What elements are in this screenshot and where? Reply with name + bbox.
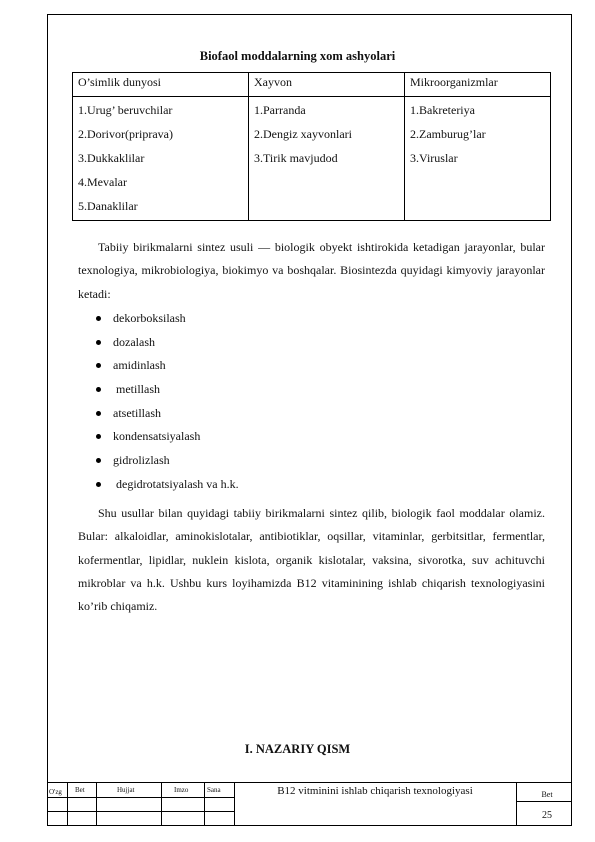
stamp-label-ozg: O'zg [49,788,62,796]
paragraph-products-text: Shu usullar bilan quyidagi tabiiy birikmalarni sintez qilib, biologik faol moddalar olamiz. Bular: alkaloidlar, aminokislotalar, antibiotiklar, oqsillar, vitaminlar, gerbitsitlar, fermentlar, kofermentlar, lipidlar, nuklein kislota, organik kislotalar, vaksina, sivorotka, suv achituvchi mikroblar va h.k. Ushbu kurs loyihamizda B12 vitaminining ishlab chiqarish texnologiyasini ko’rib chiqamiz. [78,506,545,614]
paragraph-intro [78,236,545,306]
stamp-divider [96,782,97,826]
header-microorganisms: Mikroorganizmlar [405,73,551,97]
section-heading: I. NAZARIY QISM [244,742,351,756]
list-item [96,354,239,378]
bullet-icon [96,387,101,392]
process-label: degidrotatsiyalash va h.k. [113,476,239,491]
cell-microorganisms [405,97,551,221]
process-label: amidinlash [113,358,166,373]
list-item: 4.Mevalar [78,175,127,189]
list-item: 2.Zamburug’lar [410,127,486,141]
stamp-divider [161,782,162,826]
title-block [47,782,572,826]
stamp-label-hujjat: Hujjat [117,786,135,794]
bullet-icon [96,316,101,321]
list-item: 1.Parranda [254,103,306,117]
list-item [96,378,239,402]
table-title: Biofaol moddalarning xom ashyolari [199,49,396,63]
stamp-label-sana: Sana [207,786,221,794]
list-item: 1.Urug’ beruvchilar [78,103,173,117]
page-number: 25 [542,810,552,821]
paragraph-products [78,502,545,618]
bullet-icon [96,340,101,345]
process-label: dekorboksilash [113,311,186,325]
document-title: B12 vitminini ishlab chiqarish texnologiyasi [277,785,473,797]
stamp-divider [516,782,517,826]
list-item: 3.Tirik mavjudod [254,151,338,165]
list-item: 1.Bakreteriya [410,103,475,117]
stamp-label-bet: Bet [75,786,85,794]
bullet-icon [96,434,101,439]
bullet-icon [96,411,101,416]
stamp-divider [47,797,234,798]
process-label: gidrolizlash [113,453,170,468]
stamp-divider [204,782,205,826]
stamp-divider [516,801,572,802]
stamp-label-imzo: Imzo [174,786,189,794]
list-item [96,331,239,355]
list-item [96,473,239,497]
header-plants: O’simlik dunyosi [73,73,249,97]
stamp-divider [67,782,68,826]
stamp-divider [47,782,572,783]
paragraph-intro-text: Tabiiy birikmalarni sintez usuli — biologik obyekt ishtirokida ketadigan jarayonlar, bular texnologiya, mikrobiologiya, biokimyo va boshqalar. Biosintezda quyidagi kimyoviy jarayonlar ketadi: [78,240,545,301]
stamp-divider [47,811,234,812]
list-item: 3.Viruslar [410,151,458,165]
list-item [96,425,239,449]
process-label: dozalash [113,334,155,349]
header-animals: Xayvon [249,73,405,97]
bullet-icon [96,482,101,487]
list-item: 2.Dengiz xayvonlari [254,127,352,141]
process-label: metillash [113,382,160,397]
list-item [96,449,239,473]
list-item: 3.Dukkaklilar [78,151,145,165]
bullet-icon [96,458,101,463]
cell-animals [249,97,405,221]
page-label: Bet [541,790,553,799]
list-item: 5.Danaklilar [78,199,138,213]
process-list [96,307,239,497]
list-item [96,307,239,331]
cell-plants [73,97,249,221]
process-label: atsetillash [113,405,161,420]
list-item: 2.Dorivor(priprava) [78,127,173,141]
list-item [96,402,239,426]
bullet-icon [96,363,101,368]
process-label: kondensatsiyalash [113,429,201,444]
raw-materials-table [72,72,551,221]
